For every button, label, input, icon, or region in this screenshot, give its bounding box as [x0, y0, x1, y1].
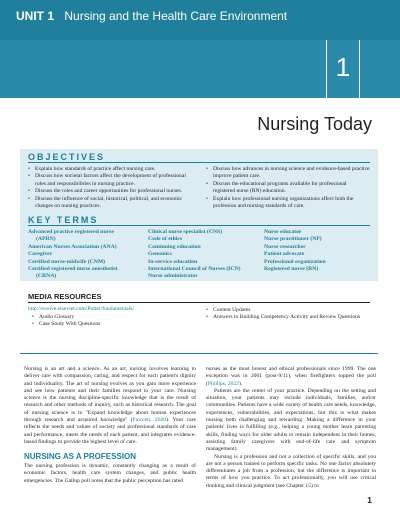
media-item: • Audio Glossary — [32, 314, 192, 321]
key-term: Nurse researcher — [264, 243, 306, 250]
key-term: Genomics — [148, 251, 173, 258]
media-item: • Answers to Building Competency Activity and Review Questions — [206, 314, 376, 321]
body-paragraph: nurses as the most honest and ethical professionals since 1999. The one exception was in 2001 (post-9/11), when firefighters topped the poll (Phillips, 2022). — [206, 366, 376, 387]
key-terms-col-3 — [264, 229, 326, 273]
unit-title — [16, 9, 287, 23]
body-right-column — [206, 366, 376, 490]
objective-item: • Discuss the roles and career opportunities for professional nurses. — [28, 188, 194, 195]
key-term: In-service education — [148, 258, 198, 265]
media-url-link[interactable]: http://evolve.elsevier.com/Potter/fundamentals/ — [28, 306, 134, 312]
body-left-column-2 — [24, 463, 196, 485]
key-term: Certified nurse-midwife (CNM) — [28, 258, 106, 265]
objective-item: • Discuss the influence of social, historical, political, and economic changes on nursing practices. — [28, 196, 194, 211]
media-end-rule — [20, 353, 378, 354]
media-right-list — [206, 307, 376, 322]
key-term: Registered nurse (RN) — [264, 266, 319, 273]
objectives-left-list — [28, 166, 194, 210]
key-term: American Nurses Association (ANA) — [28, 243, 117, 250]
page-number: 1 — [367, 495, 372, 505]
body-paragraph: Nursing is an art and a science. As an art, nursing involves learning to deliver care with compassion, caring, and respect for each patient's dignity and individuality. The art of nursing evolves as you gain more experience and see how patients and their families respond to your care. Nursing science is the nursing discipline-specific knowledge that is the result of research and other methods of inquiry, such as historical research. The goal of nursing science is to "Expand knowledge about human experiences through research and acquired knowledge" (Fawcett, 2020). Your care reflects the needs and values of society and professional standards of care and performance, meets the needs of each patient, and integrates evidence-based findings to provide the highest level of care. — [24, 366, 196, 445]
key-terms-col-1 — [28, 229, 118, 281]
citation-link[interactable]: Phillips, 2022 — [207, 380, 239, 387]
section-heading: NURSING AS A PROFESSION — [24, 452, 137, 461]
objective-item: • Explain how standards of practice affect nursing care. — [28, 166, 194, 173]
key-terms-col-2 — [148, 229, 241, 281]
key-term: Nurse administrator — [148, 273, 198, 280]
key-terms-heading: KEY TERMS — [28, 215, 99, 225]
body-paragraph: The nursing profession is dynamic, constantly changing as a result of economic factors, health care system changes, and public health emergencies. The Gallup poll notes that the public perception has rated — [24, 463, 196, 484]
objectives-right-list — [206, 166, 370, 210]
media-resources-heading: MEDIA RESOURCES — [28, 292, 102, 301]
key-terms-rule — [28, 225, 370, 226]
key-term: Caregiver — [28, 251, 53, 258]
key-term: International Council of Nurses (ICN) — [148, 266, 241, 273]
body-paragraph: Patients are the center of your practice. Depending on the setting and situation, your patients may include individuals, families, and/or communities. Patients have a wide variety of health care needs, knowledge, experiences, vulnerabilities, and expectations, but this is what makes nursing both challenging and rewarding. Making a difference in your patients' lives is fulfilling (e.g., helping a young mother learn parenting skills, finding ways for older adults to remain independent in their homes, assisting family caregivers with end-of-life care and symptom management). — [206, 387, 376, 453]
objective-item: • Explain how professional nursing organizations affect both the profession and nursing standards of care. — [206, 196, 370, 211]
key-term: Patient advocate — [264, 251, 305, 258]
chapter-title: Nursing Today — [257, 114, 372, 134]
key-term: Advanced practice registered nurse — [28, 229, 114, 235]
objectives-rule — [28, 162, 370, 163]
objective-item: • Discuss how societal factors affect the development of professional roles and responsibilities in nursing practice. — [28, 173, 194, 188]
unit-name: Nursing and the Health Care Environment — [64, 9, 288, 23]
citation-link[interactable]: Fawcett, 2020 — [132, 417, 167, 424]
body-paragraph: Nursing is a profession and not a collection of specific skills, and you are not a person trained to perform specific tasks. No one factor absolutely differentiates a job from a profession, but the difference is important in terms of how you practice. To act professionally, you will use critical thinking and clinical judgment (see Chapter 15) to — [206, 453, 376, 489]
key-term: Professional organization — [264, 258, 326, 265]
unit-label: UNIT 1 — [16, 9, 55, 23]
key-term: (APRN) — [36, 236, 56, 243]
key-term: Code of ethics — [148, 236, 183, 243]
key-term: Continuing education — [148, 243, 201, 250]
key-term: (CRNA) — [36, 273, 57, 280]
objectives-heading: OBJECTIVES — [28, 152, 106, 162]
chapter-number: 1 — [335, 52, 351, 82]
body-left-column — [24, 366, 196, 446]
key-term: Nurse practitioner (NP) — [264, 236, 322, 243]
media-left-list — [32, 314, 192, 329]
objective-item: • Discuss the educational programs available for professional registered nurse (RN) education. — [206, 181, 370, 196]
key-term: Nurse educator — [264, 229, 302, 235]
media-resources-rule — [28, 302, 370, 303]
unit-banner — [0, 0, 400, 40]
key-term: Certified registered nurse anesthetist — [28, 266, 118, 273]
media-item: • Case Study With Questions — [32, 321, 192, 328]
media-item: • Content Updates — [206, 307, 376, 314]
key-term: Clinical nurse specialist (CNS) — [148, 229, 223, 235]
objective-item: • Discuss how advances in nursing science and evidence-based practice improve patient care. — [206, 166, 370, 181]
